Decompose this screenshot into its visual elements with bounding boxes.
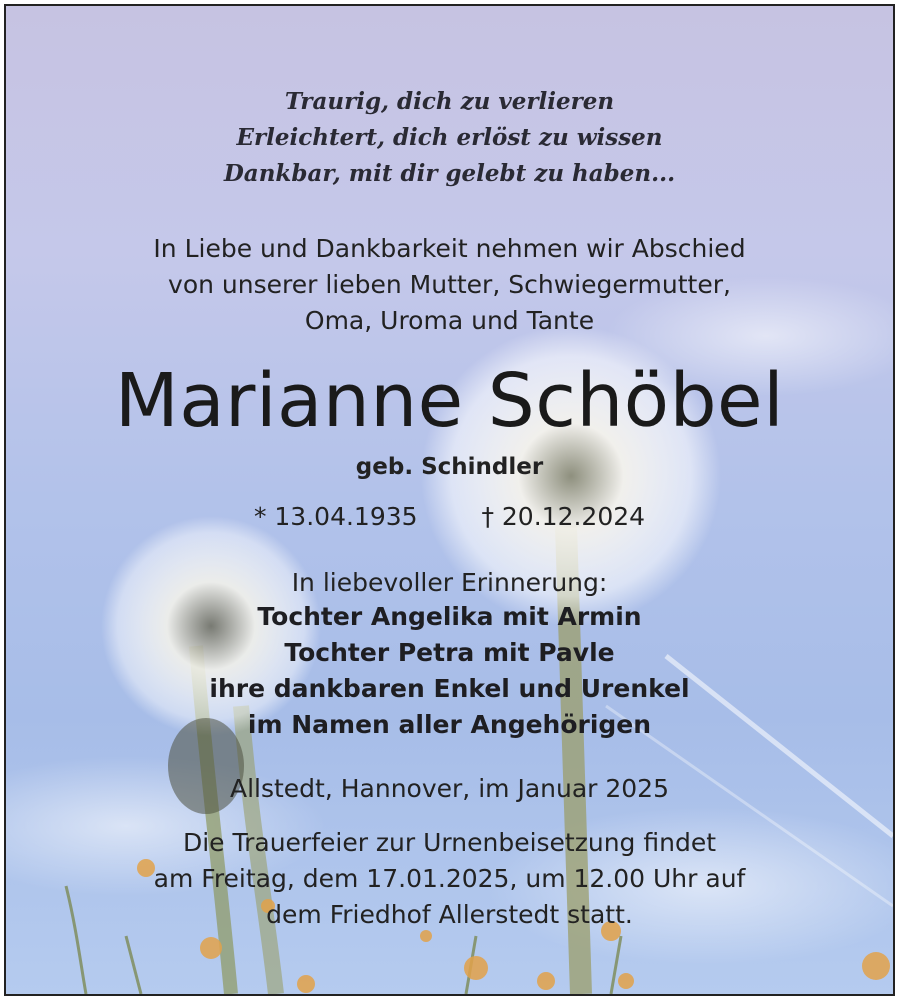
birth-date: * 13.04.1935 xyxy=(253,502,418,531)
funeral-line-2: am Freitag, dem 17.01.2025, um 12.00 Uhr auf xyxy=(153,864,746,893)
poem-line-2: Erleichtert, dich erlöst zu wissen xyxy=(236,124,663,151)
obituary-notice xyxy=(4,4,895,996)
mourner-line-1: Tochter Angelika mit Armin xyxy=(257,602,642,631)
poem-line-1: Traurig, dich zu verlieren xyxy=(284,88,615,115)
place-and-date: Allstedt, Hannover, im Januar 2025 xyxy=(229,774,669,803)
death-date: † 20.12.2024 xyxy=(481,502,646,531)
intro-line-3: Oma, Uroma und Tante xyxy=(304,306,595,335)
maiden-name: geb. Schindler xyxy=(355,454,544,480)
mourner-line-4: im Namen aller Angehörigen xyxy=(247,710,652,739)
deceased-name: Marianne Schöbel xyxy=(114,358,785,444)
mourners-heading: In liebevoller Erinnerung: xyxy=(291,568,608,597)
funeral-line-3: dem Friedhof Allerstedt statt. xyxy=(266,900,633,929)
intro-line-2: von unserer lieben Mutter, Schwiegermutter, xyxy=(168,270,731,299)
notice-text xyxy=(6,6,893,994)
funeral-line-1: Die Trauerfeier zur Urnenbeisetzung findet xyxy=(182,828,717,857)
intro-line-1: In Liebe und Dankbarkeit nehmen wir Abschied xyxy=(153,234,746,263)
poem-line-3: Dankbar, mit dir gelebt zu haben... xyxy=(223,160,676,187)
mourner-line-3: ihre dankbaren Enkel und Urenkel xyxy=(209,674,690,703)
mourner-line-2: Tochter Petra mit Pavle xyxy=(284,638,615,667)
life-dates xyxy=(6,502,893,531)
